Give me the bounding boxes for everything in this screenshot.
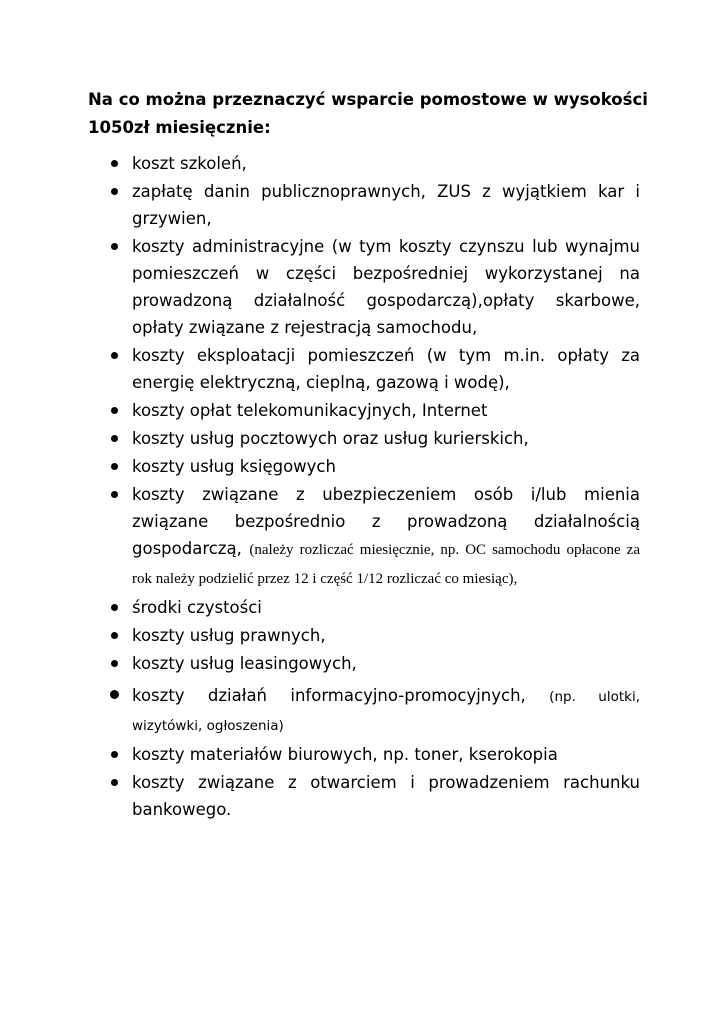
list-item-note: (np. ulotki, wizytówki, ogłoszenia) [132,689,640,734]
list-item [105,453,640,480]
list-item [105,397,640,424]
bullet-icon [111,751,118,758]
list-item-text: koszty materiałów biurowych, np. toner, kserokopia [132,745,558,764]
list-item-text: koszty administracyjne (w tym koszty czynszu lub wynajmu pomieszczeń w części bezpośredniej wykorzystanej na prowadzoną działalność gospodarczą),opłaty skarbowe, opłaty związane z rejestracją samochodu, [132,237,640,337]
list-item [105,342,640,396]
list-item-text: koszty usług prawnych, [132,626,326,645]
bullet-icon [111,604,118,611]
list-item [105,178,640,232]
list-item [105,682,640,740]
list-item [105,481,640,593]
list-item [105,233,640,341]
list-item [105,769,640,823]
bullet-icon [111,243,118,250]
bullet-icon [111,407,118,414]
bullet-icon [111,188,118,195]
list-item [105,650,640,677]
list-item-text: koszty związane z otwarciem i prowadzeniem rachunku bankowego. [132,773,640,819]
list-item-note: (należy rozliczać miesięcznie, np. OC samochodu opłacone za rok należy podzielić przez 12 i część 1/12 rozliczać co miesiąc), [132,542,640,587]
list-item [105,622,640,649]
bullet-icon [111,779,118,786]
bullet-icon [111,352,118,359]
bullet-icon [111,491,118,498]
list-item-text: środki czystości [132,598,262,617]
list-item [105,425,640,452]
eligible-costs-list [105,150,640,824]
list-item-text: koszty opłat telekomunikacyjnych, Internet [132,401,488,420]
bullet-icon [111,660,118,667]
bullet-icon [110,690,119,699]
list-item-text: koszty związane z ubezpieczeniem osób i/lub mienia związane bezpośrednio z prowadzoną działalnością gospodarczą, [132,485,640,558]
list-item [105,741,640,768]
list-item-text: zapłatę danin publicznoprawnych, ZUS z wyjątkiem kar i grzywien, [132,182,640,228]
list-item [105,594,640,621]
bullet-icon [111,435,118,442]
list-item-text: koszty usług pocztowych oraz usług kurierskich, [132,429,529,448]
document-heading: Na co można przeznaczyć wsparcie pomostowe w wysokości 1050zł miesięcznie: [88,90,648,137]
list-item-text: koszty eksploatacji pomieszczeń (w tym m.in. opłaty za energię elektryczną, cieplną, gazową i wodę), [132,346,640,392]
bullet-icon [111,463,118,470]
list-item-text: koszty działań informacyjno-promocyjnych, [132,686,550,705]
bullet-icon [111,632,118,639]
list-item-text: koszty usług księgowych [132,457,336,476]
bullet-icon [111,160,118,167]
list-item-text: koszt szkoleń, [132,154,247,173]
list-item-text: koszty usług leasingowych, [132,654,357,673]
list-item [105,150,640,177]
